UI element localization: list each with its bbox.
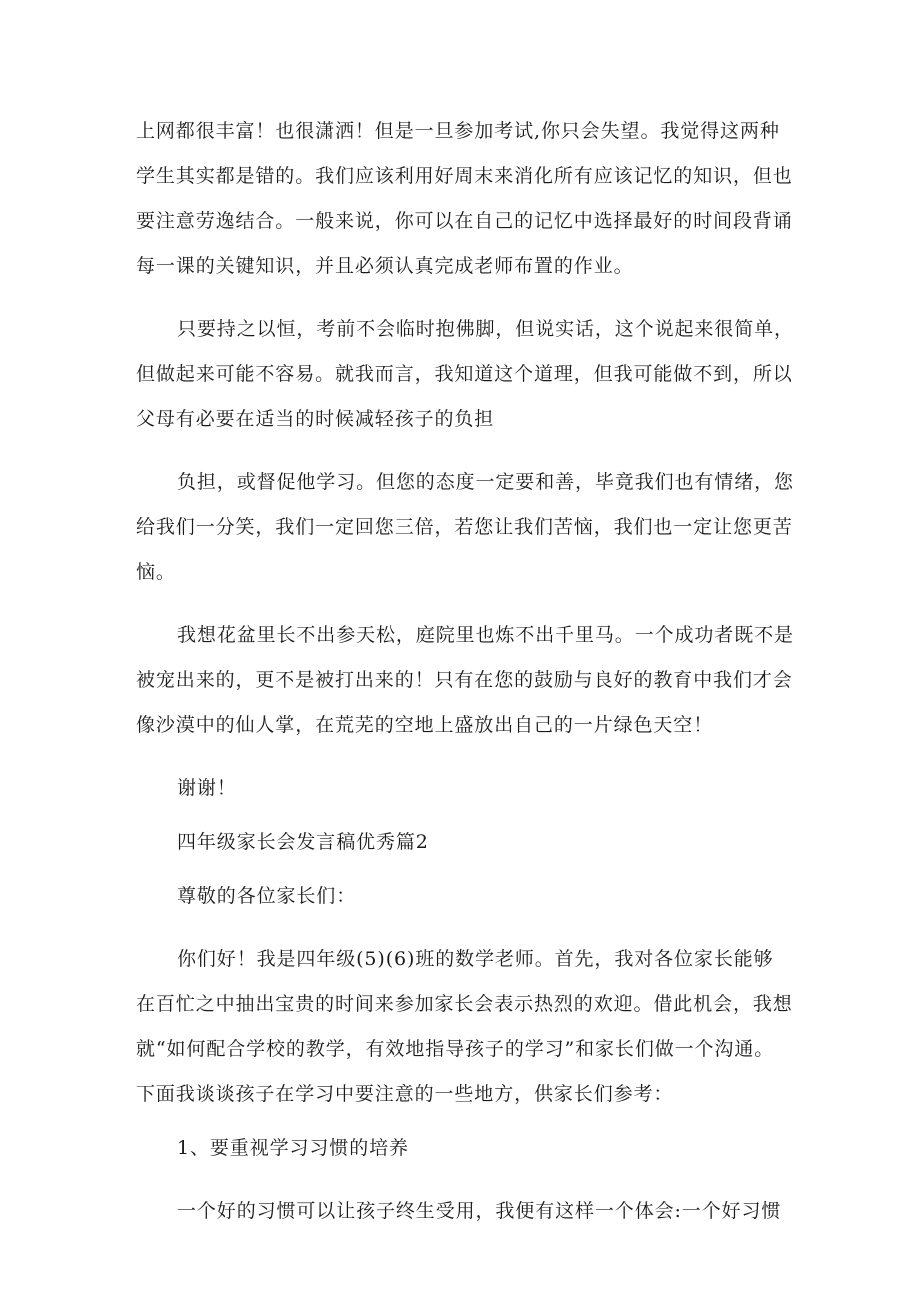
paragraph-8-line-3: 就“如何配合学校的教学，有效地指导孩子的学习”和家长们做一个沟通。 (136, 1038, 775, 1060)
paragraph-2-line-2: 但做起来可能不容易。就我而言，我知道这个道理，但我可能做不到，所以 (136, 363, 793, 385)
paragraph-8-line-2: 在百忙之中抽出宝贵的时间来参加家长会表示热烈的欢迎。借此机会，我想 (136, 993, 793, 1015)
paragraph-3-line-1: 负担，或督促他学习。但您的态度一定要和善，毕竟我们也有情绪，您 (177, 471, 794, 493)
paragraph-4-line-3: 像沙漠中的仙人掌，在荒芜的空地上盛放出自己的一片绿色天空！ (136, 714, 714, 736)
paragraph-1-line-1: 上网都很丰富！也很潇洒！但是一旦参加考试,你只会失望。我觉得这两种 (136, 120, 780, 142)
greeting-line: 尊敬的各位家长们： (177, 885, 357, 907)
paragraph-2-line-3: 父母有必要在适当的时候减轻孩子的负担 (136, 408, 495, 430)
paragraph-2-line-1: 只要持之以恒，考前不会临时抱佛脚，但说实话，这个说起来很简单， (177, 318, 794, 340)
paragraph-8-line-4: 下面我谈谈孩子在学习中要注意的一些地方，供家长们参考： (136, 1083, 674, 1105)
paragraph-10-line-1: 一个好的习惯可以让孩子终生受用，我便有这样一个体会:一个好习惯 (177, 1200, 782, 1222)
paragraph-1-line-3: 要注意劳逸结合。一般来说，你可以在自己的记忆中选择最好的时间段背诵 (136, 210, 793, 232)
thanks-line: 谢谢！ (177, 777, 237, 799)
paragraph-3-line-3: 恼。 (136, 561, 176, 583)
paragraph-1-line-4: 每一课的关键知识，并且必须认真完成老师布置的作业。 (136, 255, 634, 277)
paragraph-1-line-2: 学生其实都是错的。我们应该利用好周末来消化所有应该记忆的知识，但也 (136, 165, 793, 187)
paragraph-4-line-2: 被宠出来的，更不是被打出来的！只有在您的鼓励与良好的教育中我们才会 (136, 669, 793, 691)
numbered-heading-1: 1、要重视学习习惯的培养 (177, 1137, 409, 1159)
paragraph-3-line-2: 给我们一分笑，我们一定回您三倍，若您让我们苦恼，我们也一定让您更苦 (136, 516, 793, 538)
paragraph-8-line-1: 你们好！我是四年级(5)(6)班的数学老师。首先，我对各位家长能够 (177, 948, 774, 970)
paragraph-4-line-1: 我想花盆里长不出参天松，庭院里也炼不出千里马。一个成功者既不是 (177, 624, 794, 646)
section-heading: 四年级家长会发言稿优秀篇2 (177, 831, 429, 853)
